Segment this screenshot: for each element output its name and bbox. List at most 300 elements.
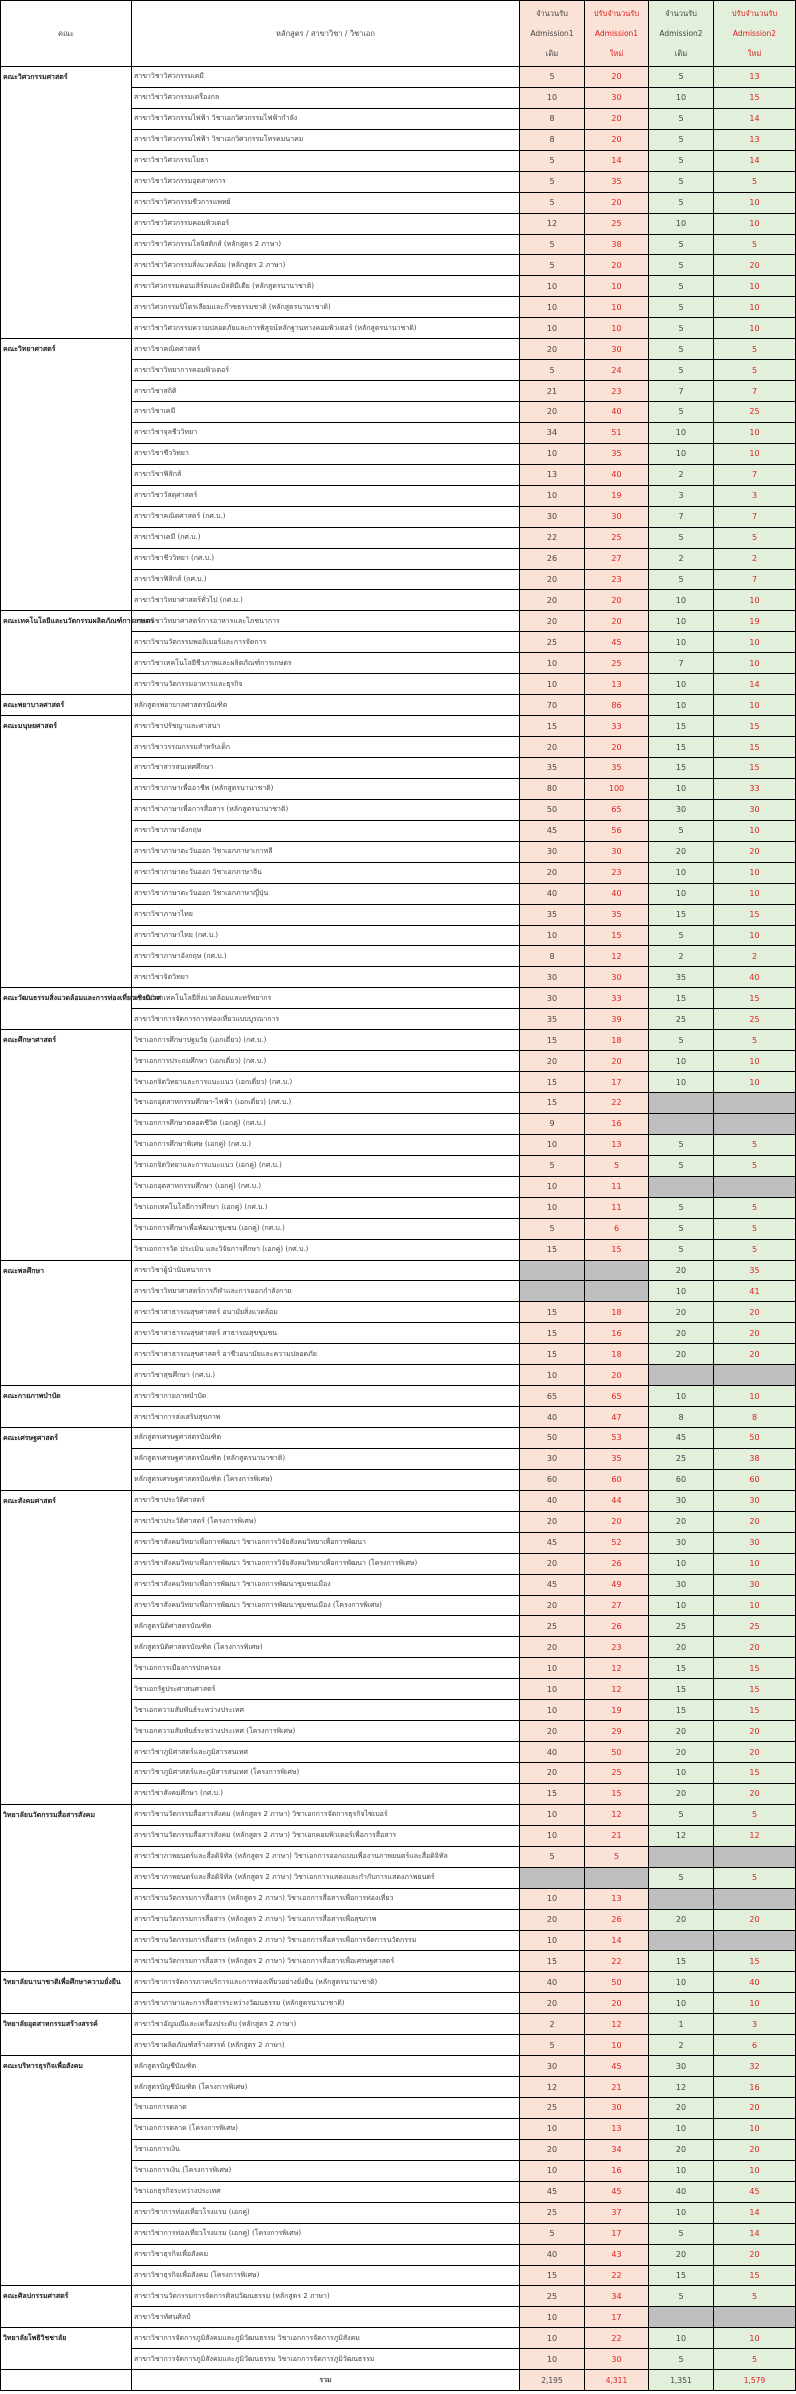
admission1-new-cell: 15 bbox=[585, 1239, 649, 1260]
program-name: สาขาวิชาสาธารณสุขศาสตร์ อนามัยสิ่งแวดล้อม bbox=[132, 1302, 520, 1323]
table-row bbox=[1, 1490, 796, 1511]
header-line: Admission2 bbox=[732, 28, 777, 38]
admission2-old-cell: 10 bbox=[649, 2118, 714, 2139]
admission2-old-cell: 2 bbox=[649, 464, 714, 485]
admission1-old-cell: 45 bbox=[520, 2181, 585, 2202]
admission2-old-cell: 20 bbox=[649, 841, 714, 862]
admission1-new-cell: 20 bbox=[585, 67, 649, 88]
admission1-old-cell: 5 bbox=[520, 2035, 585, 2056]
admission1-new-cell: 33 bbox=[585, 716, 649, 737]
faculty-name: คณะสังคมศาสตร์ bbox=[1, 1490, 132, 1804]
admission1-old-cell: 10 bbox=[520, 2349, 585, 2370]
program-name: สาขาวิชาวิศวกรรมชีวการแพทย์ bbox=[132, 192, 520, 213]
admission2-old-not-offered-cell bbox=[649, 1113, 714, 1134]
admission2-new-cell: 10 bbox=[714, 2118, 796, 2139]
admission2-new-cell: 5 bbox=[714, 1239, 796, 1260]
program-name: สาขาวิชาทัศนศิลป์ bbox=[132, 2307, 520, 2328]
admission1-old-not-offered-cell bbox=[520, 1281, 585, 1302]
admission2-new-cell: 15 bbox=[714, 988, 796, 1009]
admission2-old-cell: 20 bbox=[649, 1323, 714, 1344]
admission1-new-cell: 44 bbox=[585, 1490, 649, 1511]
admission2-new-cell: 30 bbox=[714, 1490, 796, 1511]
admission1-new-cell: 17 bbox=[585, 2307, 649, 2328]
admission1-old-cell: 40 bbox=[520, 1972, 585, 1993]
admission1-old-cell: 30 bbox=[520, 506, 585, 527]
admission2-old-cell: 2 bbox=[649, 2035, 714, 2056]
admission1-new-cell: 13 bbox=[585, 2118, 649, 2139]
total-admission1-new: 4,311 bbox=[585, 2370, 649, 2391]
admission2-old-cell: 20 bbox=[649, 2098, 714, 2119]
admission2-old-cell: 12 bbox=[649, 1825, 714, 1846]
faculty-name: คณะพยาบาลศาสตร์ bbox=[1, 695, 132, 716]
admission1-old-cell: 20 bbox=[520, 569, 585, 590]
table-body bbox=[1, 67, 796, 2370]
program-name: สาขาวิชาอัญมณีและเครื่องประดับ (หลักสูตร 2 ภาษา) bbox=[132, 2014, 520, 2035]
admission2-new-cell: 5 bbox=[714, 2349, 796, 2370]
faculty-name: คณะศึกษาศาสตร์ bbox=[1, 1030, 132, 1260]
program-name: สาขาวิชาจิตวิทยา bbox=[132, 967, 520, 988]
faculty-name: คณะเศรษฐศาสตร์ bbox=[1, 1428, 132, 1491]
table-row bbox=[1, 695, 796, 716]
admission1-old-cell: 20 bbox=[520, 1763, 585, 1784]
program-name: สาขาวิชาวิทยาศาสตร์ทั่วไป (กศ.บ.) bbox=[132, 590, 520, 611]
admission1-new-cell: 23 bbox=[585, 569, 649, 590]
admission1-old-cell: 10 bbox=[520, 276, 585, 297]
admission1-new-cell: 53 bbox=[585, 1428, 649, 1449]
admission1-new-cell: 30 bbox=[585, 506, 649, 527]
admission1-old-cell: 25 bbox=[520, 1616, 585, 1637]
admission1-old-cell: 10 bbox=[520, 674, 585, 695]
admission1-old-cell: 15 bbox=[520, 1030, 585, 1051]
admission2-old-cell: 5 bbox=[649, 1030, 714, 1051]
admission1-new-cell: 34 bbox=[585, 2286, 649, 2307]
admission1-old-cell: 40 bbox=[520, 1407, 585, 1428]
header-line: Admission1 bbox=[594, 28, 639, 38]
program-name: สาขาวิชาการส่งเสริมสุขภาพ bbox=[132, 1407, 520, 1428]
admission1-new-cell: 12 bbox=[585, 1804, 649, 1825]
admission1-new-cell: 45 bbox=[585, 2181, 649, 2202]
table-row bbox=[1, 1260, 796, 1281]
admission2-new-cell: 25 bbox=[714, 402, 796, 423]
admission1-old-cell: 20 bbox=[520, 402, 585, 423]
admission2-old-cell: 10 bbox=[649, 1051, 714, 1072]
admission2-new-cell: 20 bbox=[714, 1742, 796, 1763]
admission2-new-cell: 14 bbox=[714, 674, 796, 695]
admission2-new-cell: 20 bbox=[714, 1637, 796, 1658]
admission2-new-cell: 10 bbox=[714, 883, 796, 904]
admission1-old-cell: 20 bbox=[520, 611, 585, 632]
admission2-old-cell: 20 bbox=[649, 1302, 714, 1323]
program-name: สาขาวิชาฟิสิกส์ bbox=[132, 464, 520, 485]
program-name: สาขาวิชานวัตกรรมอาหารและธุรกิจ bbox=[132, 674, 520, 695]
admission2-old-cell: 5 bbox=[649, 1218, 714, 1239]
admission2-new-cell: 5 bbox=[714, 1155, 796, 1176]
admission2-old-cell: 10 bbox=[649, 1072, 714, 1093]
admission1-old-not-offered-cell bbox=[520, 1867, 585, 1888]
program-name: วิชาเอกอุตสาหกรรมศึกษา-ไฟฟ้า (เอกเดี่ยว) (กศ.บ.) bbox=[132, 1093, 520, 1114]
admission1-new-cell: 23 bbox=[585, 1637, 649, 1658]
admission2-old-cell: 20 bbox=[649, 1721, 714, 1742]
table-row bbox=[1, 1972, 796, 1993]
admission2-new-not-offered-cell bbox=[714, 1176, 796, 1197]
admission1-new-cell: 20 bbox=[585, 611, 649, 632]
admission1-old-cell: 45 bbox=[520, 820, 585, 841]
admission2-new-cell: 5 bbox=[714, 1134, 796, 1155]
program-name: สาขาวิชาภาษาไทย bbox=[132, 904, 520, 925]
admission1-new-cell: 20 bbox=[585, 129, 649, 150]
admission2-new-cell: 10 bbox=[714, 695, 796, 716]
admission2-new-cell: 60 bbox=[714, 1469, 796, 1490]
admission1-old-cell: 10 bbox=[520, 2328, 585, 2349]
admission2-old-cell: 2 bbox=[649, 548, 714, 569]
faculty-name: คณะวัฒนธรรมสิ่งแวดล้อมและการท่องเที่ยวเชิงนิเวศ bbox=[1, 988, 132, 1030]
admission2-new-cell: 10 bbox=[714, 1553, 796, 1574]
admission1-new-cell: 21 bbox=[585, 1825, 649, 1846]
faculty-name: คณะกายภาพบำบัด bbox=[1, 1386, 132, 1428]
admission1-old-cell: 20 bbox=[520, 737, 585, 758]
admission1-old-cell: 40 bbox=[520, 1742, 585, 1763]
admission2-old-cell: 25 bbox=[649, 1616, 714, 1637]
admission2-old-cell: 20 bbox=[649, 1511, 714, 1532]
admission2-new-not-offered-cell bbox=[714, 2307, 796, 2328]
admission2-new-cell: 25 bbox=[714, 1616, 796, 1637]
admission2-old-cell: 30 bbox=[649, 2056, 714, 2077]
admission1-new-cell: 25 bbox=[585, 213, 649, 234]
admission1-old-cell: 10 bbox=[520, 1365, 585, 1386]
admission2-old-cell: 10 bbox=[649, 1281, 714, 1302]
program-name: หลักสูตรนิติศาสตรบัณฑิต bbox=[132, 1616, 520, 1637]
admission1-new-cell: 23 bbox=[585, 862, 649, 883]
admission2-new-cell: 14 bbox=[714, 108, 796, 129]
admission1-new-cell: 12 bbox=[585, 2014, 649, 2035]
program-name: สาขาวิชาวัสดุศาสตร์ bbox=[132, 485, 520, 506]
program-name: สาขาวิชาวิศวกรรมอุตสาหการ bbox=[132, 171, 520, 192]
admission1-old-cell: 20 bbox=[520, 1595, 585, 1616]
admission2-old-cell: 60 bbox=[649, 1469, 714, 1490]
admission1-new-cell: 25 bbox=[585, 527, 649, 548]
admission2-new-cell: 13 bbox=[714, 129, 796, 150]
admission1-new-cell: 16 bbox=[585, 1113, 649, 1134]
admission2-new-cell: 7 bbox=[714, 381, 796, 402]
admission1-new-cell: 13 bbox=[585, 1888, 649, 1909]
admission1-old-cell: 15 bbox=[520, 1072, 585, 1093]
admission2-old-cell: 10 bbox=[649, 443, 714, 464]
admission1-old-cell: 20 bbox=[520, 590, 585, 611]
program-name: สาขาวิชาสังคมวิทยาเพื่อการพัฒนา วิชาเอกการพัฒนาชุมชนเมือง (โครงการพิเศษ) bbox=[132, 1595, 520, 1616]
admission1-old-cell: 20 bbox=[520, 1721, 585, 1742]
admission2-new-cell: 30 bbox=[714, 1574, 796, 1595]
admission1-old-cell: 20 bbox=[520, 339, 585, 360]
admission2-new-not-offered-cell bbox=[714, 1365, 796, 1386]
admission1-new-cell: 35 bbox=[585, 904, 649, 925]
admission1-new-cell: 14 bbox=[585, 150, 649, 171]
program-name: สาขาวิชาสุขศึกษา (กศ.บ.) bbox=[132, 1365, 520, 1386]
table-row bbox=[1, 988, 796, 1009]
program-name: วิชาเอกการประถมศึกษา (เอกเดี่ยว) (กศ.บ.) bbox=[132, 1051, 520, 1072]
admission2-old-cell: 5 bbox=[649, 2286, 714, 2307]
admission1-new-cell: 20 bbox=[585, 590, 649, 611]
admission1-old-cell: 20 bbox=[520, 1511, 585, 1532]
program-name: สาขาวิชาวิศวกรรมโลจิสติกส์ (หลักสูตร 2 ภาษา) bbox=[132, 234, 520, 255]
admission2-new-cell: 15 bbox=[714, 1679, 796, 1700]
admission2-new-cell: 7 bbox=[714, 569, 796, 590]
admission2-old-cell: 20 bbox=[649, 1909, 714, 1930]
admission2-new-cell: 10 bbox=[714, 2160, 796, 2181]
admission1-new-cell: 27 bbox=[585, 1595, 649, 1616]
program-name: สาขาวิชาวิศวกรรมโยธา bbox=[132, 150, 520, 171]
faculty-name: วิทยาลัยอุตสาหกรรมสร้างสรรค์ bbox=[1, 2014, 132, 2056]
admission2-new-cell: 10 bbox=[714, 1595, 796, 1616]
faculty-name: คณะบริหารธุรกิจเพื่อสังคม bbox=[1, 2056, 132, 2286]
admission2-new-cell: 32 bbox=[714, 2056, 796, 2077]
admission2-new-not-offered-cell bbox=[714, 1093, 796, 1114]
admission2-new-cell: 20 bbox=[714, 1783, 796, 1804]
admission1-old-cell: 5 bbox=[520, 171, 585, 192]
admission1-old-cell: 10 bbox=[520, 1930, 585, 1951]
admission1-new-cell: 20 bbox=[585, 737, 649, 758]
admission2-new-cell: 15 bbox=[714, 1700, 796, 1721]
program-name: หลักสูตรเศรษฐศาสตรบัณฑิต bbox=[132, 1428, 520, 1449]
table-row bbox=[1, 716, 796, 737]
program-name: วิชาเอกความสัมพันธ์ระหว่างประเทศ bbox=[132, 1700, 520, 1721]
program-name: หลักสูตรบัญชีบัณฑิต bbox=[132, 2056, 520, 2077]
admission2-old-cell: 5 bbox=[649, 527, 714, 548]
admission1-new-cell: 65 bbox=[585, 1386, 649, 1407]
admission2-new-cell: 50 bbox=[714, 1428, 796, 1449]
program-name: วิชาเอกธุรกิจระหว่างประเทศ bbox=[132, 2181, 520, 2202]
admission2-new-cell: 10 bbox=[714, 590, 796, 611]
program-name: วิชาเอกการศึกษาตลอดชีวิต (เอกคู่) (กศ.บ.) bbox=[132, 1113, 520, 1134]
admission2-new-cell: 20 bbox=[714, 2139, 796, 2160]
admission1-new-cell: 16 bbox=[585, 1323, 649, 1344]
admission2-old-cell: 15 bbox=[649, 758, 714, 779]
admission2-new-cell: 5 bbox=[714, 1218, 796, 1239]
admission2-old-not-offered-cell bbox=[649, 1846, 714, 1867]
admission2-old-cell: 8 bbox=[649, 1407, 714, 1428]
program-name: สาขาวิชาภาพยนตร์และสื่อดิจิทัล (หลักสูตร 2 ภาษา) วิชาเอกการออกแบบเพื่องานภาพยนตร์และสื่อดิจิทัล bbox=[132, 1846, 520, 1867]
admission2-old-cell: 20 bbox=[649, 2139, 714, 2160]
admission1-old-cell: 10 bbox=[520, 2160, 585, 2181]
admission1-new-cell: 16 bbox=[585, 2160, 649, 2181]
admission2-old-cell: 5 bbox=[649, 402, 714, 423]
admission1-old-cell: 10 bbox=[520, 443, 585, 464]
admission1-old-cell: 9 bbox=[520, 1113, 585, 1134]
admission1-new-cell: 19 bbox=[585, 1700, 649, 1721]
program-name: สาขาวิชาชีววิทยา (กศ.บ.) bbox=[132, 548, 520, 569]
admission1-old-cell: 15 bbox=[520, 1302, 585, 1323]
program-name: สาขาวิชาปรัชญาและศาสนา bbox=[132, 716, 520, 737]
admission2-old-cell: 35 bbox=[649, 967, 714, 988]
admission1-new-cell: 22 bbox=[585, 2328, 649, 2349]
program-name: สาขาวิชาภาษาอังกฤษ (กศ.บ.) bbox=[132, 946, 520, 967]
admission1-old-cell: 50 bbox=[520, 799, 585, 820]
admission1-old-cell: 15 bbox=[520, 2265, 585, 2286]
faculty-name: คณะเทคโนโลยีและนวัตกรรมผลิตภัณฑ์การเกษตร bbox=[1, 611, 132, 695]
admission1-old-cell: 34 bbox=[520, 422, 585, 443]
program-name: สาขาวิชาธุรกิจเพื่อสังคม (โครงการพิเศษ) bbox=[132, 2265, 520, 2286]
admission2-new-cell: 40 bbox=[714, 1972, 796, 1993]
admission2-old-cell: 5 bbox=[649, 1867, 714, 1888]
admission1-old-cell: 12 bbox=[520, 213, 585, 234]
program-name: สาขาวิชาภาษาเพื่ออาชีพ (หลักสูตรนานาชาติ) bbox=[132, 778, 520, 799]
admission2-new-cell: 15 bbox=[714, 1658, 796, 1679]
admission2-old-cell: 5 bbox=[649, 297, 714, 318]
admission1-new-cell: 30 bbox=[585, 339, 649, 360]
program-name: สาขาวิชาภาษาและการสื่อสารระหว่างวัฒนธรรม (หลักสูตรนานาชาติ) bbox=[132, 1993, 520, 2014]
admission1-old-cell: 5 bbox=[520, 67, 585, 88]
admission2-old-cell: 20 bbox=[649, 1742, 714, 1763]
admission1-old-cell: 12 bbox=[520, 2077, 585, 2098]
admission2-old-cell: 5 bbox=[649, 569, 714, 590]
admission1-old-cell: 2 bbox=[520, 2014, 585, 2035]
admission2-new-cell: 5 bbox=[714, 339, 796, 360]
program-name: สาขาวิชาภาพยนตร์และสื่อดิจิทัล (หลักสูตร 2 ภาษา) วิชาเอกการแสดงและกำกับการแสดงภาพยนตร์ bbox=[132, 1867, 520, 1888]
admission2-old-cell: 10 bbox=[649, 862, 714, 883]
admission2-new-cell: 10 bbox=[714, 1993, 796, 2014]
admission2-new-cell: 5 bbox=[714, 2286, 796, 2307]
admission1-new-cell: 12 bbox=[585, 1679, 649, 1700]
admission1-old-cell: 5 bbox=[520, 255, 585, 276]
program-name: สาขาวิชาผลิตภัณฑ์สร้างสรรค์ (หลักสูตร 2 ภาษา) bbox=[132, 2035, 520, 2056]
admission2-old-cell: 7 bbox=[649, 381, 714, 402]
admission2-new-cell: 15 bbox=[714, 716, 796, 737]
program-name: สาขาวิชาเทคโนโลยีสิ่งแวดล้อมและทรัพยากร bbox=[132, 988, 520, 1009]
admission2-old-cell: 5 bbox=[649, 925, 714, 946]
admission1-new-cell: 35 bbox=[585, 1448, 649, 1469]
admission1-new-cell: 86 bbox=[585, 695, 649, 716]
program-name: สาขาวิศวกรรมคอนเสิร์ตและมัลติมีเดีย (หลักสูตรนานาชาติ) bbox=[132, 276, 520, 297]
program-name: สาขาวิชาสถิติ bbox=[132, 381, 520, 402]
admission2-new-cell: 5 bbox=[714, 1804, 796, 1825]
admission1-old-cell: 10 bbox=[520, 318, 585, 339]
table-row bbox=[1, 67, 796, 88]
admission2-new-cell: 10 bbox=[714, 1072, 796, 1093]
admission1-old-cell: 15 bbox=[520, 1951, 585, 1972]
admission2-new-cell: 10 bbox=[714, 422, 796, 443]
admission2-old-cell: 30 bbox=[649, 1532, 714, 1553]
admission2-new-cell: 15 bbox=[714, 737, 796, 758]
admission1-new-cell: 65 bbox=[585, 799, 649, 820]
admission2-old-cell: 10 bbox=[649, 883, 714, 904]
admission1-new-cell: 25 bbox=[585, 1763, 649, 1784]
admission1-old-cell: 30 bbox=[520, 967, 585, 988]
admission2-old-cell: 10 bbox=[649, 1386, 714, 1407]
program-name: สาขาวิชาภูมิศาสตร์และภูมิสารสนเทศ bbox=[132, 1742, 520, 1763]
program-name: หลักสูตรเศรษฐศาสตรบัณฑิต (โครงการพิเศษ) bbox=[132, 1469, 520, 1490]
total-label: รวม bbox=[132, 2370, 520, 2391]
admission1-new-cell: 34 bbox=[585, 2139, 649, 2160]
admission1-old-cell: 60 bbox=[520, 1469, 585, 1490]
program-name: สาขาวิชาวิศวกรรมคอมพิวเตอร์ bbox=[132, 213, 520, 234]
program-name: สาขาวิชาชีววิทยา bbox=[132, 443, 520, 464]
admission2-new-cell: 30 bbox=[714, 1532, 796, 1553]
program-name: สาขาวิชาการท่องเที่ยวโรงแรม (เอกคู่) (โครงการพิเศษ) bbox=[132, 2223, 520, 2244]
admission2-old-cell: 10 bbox=[649, 611, 714, 632]
admission2-old-cell: 10 bbox=[649, 1972, 714, 1993]
admission1-old-cell: 30 bbox=[520, 988, 585, 1009]
admission2-new-cell: 25 bbox=[714, 1009, 796, 1030]
header-row bbox=[1, 1, 796, 67]
admission2-old-cell: 5 bbox=[649, 171, 714, 192]
program-name: สาขาวิชาจุลชีววิทยา bbox=[132, 422, 520, 443]
admission1-new-cell: 56 bbox=[585, 820, 649, 841]
program-name: สาขาวิชาวิศวกรรมความปลอดภัยและการพิสูจน์หลักฐานทางคอมพิวเตอร์ (หลักสูตรนานาชาติ) bbox=[132, 318, 520, 339]
admission2-new-not-offered-cell bbox=[714, 1113, 796, 1134]
admission2-old-cell: 20 bbox=[649, 1783, 714, 1804]
admission1-new-cell: 100 bbox=[585, 778, 649, 799]
admission1-new-not-offered-cell bbox=[585, 1260, 649, 1281]
admission1-old-cell: 10 bbox=[520, 1197, 585, 1218]
admission1-new-cell: 45 bbox=[585, 2056, 649, 2077]
admission2-old-cell: 5 bbox=[649, 1197, 714, 1218]
admission1-new-cell: 27 bbox=[585, 548, 649, 569]
admission2-old-not-offered-cell bbox=[649, 1888, 714, 1909]
admission1-old-cell: 25 bbox=[520, 2098, 585, 2119]
admission2-old-cell: 5 bbox=[649, 67, 714, 88]
admission2-old-cell: 10 bbox=[649, 1993, 714, 2014]
admission2-new-cell: 38 bbox=[714, 1448, 796, 1469]
table-row bbox=[1, 2056, 796, 2077]
program-name: สาขาวิชานวัตกรรมการสื่อสาร (หลักสูตร 2 ภาษา) วิชาเอกการสื่อสารเพื่อเศรษฐศาสตร์ bbox=[132, 1951, 520, 1972]
admission2-new-cell: 3 bbox=[714, 2014, 796, 2035]
admission2-new-cell: 45 bbox=[714, 2181, 796, 2202]
admission2-old-cell: 15 bbox=[649, 1679, 714, 1700]
admission2-old-cell: 5 bbox=[649, 234, 714, 255]
admission2-old-cell: 20 bbox=[649, 1637, 714, 1658]
admission1-new-cell: 49 bbox=[585, 1574, 649, 1595]
admission1-new-cell: 26 bbox=[585, 1616, 649, 1637]
admission1-new-cell: 26 bbox=[585, 1909, 649, 1930]
header-line: จำนวนรับ bbox=[665, 8, 697, 18]
admission1-old-cell: 20 bbox=[520, 1637, 585, 1658]
admission1-new-cell: 10 bbox=[585, 318, 649, 339]
admission1-old-cell: 15 bbox=[520, 1344, 585, 1365]
admission1-new-cell: 51 bbox=[585, 422, 649, 443]
admission1-new-cell: 47 bbox=[585, 1407, 649, 1428]
admission1-new-cell: 40 bbox=[585, 402, 649, 423]
admission1-new-cell: 20 bbox=[585, 108, 649, 129]
admission2-new-cell: 20 bbox=[714, 841, 796, 862]
admission1-old-cell: 20 bbox=[520, 862, 585, 883]
program-name: สาขาวิชานวัตกรรมการสื่อสาร (หลักสูตร 2 ภาษา) วิชาเอกการสื่อสารเพื่อการจัดการนวัตกรรม bbox=[132, 1930, 520, 1951]
program-name: สาขาวิชาสารสนเทศศึกษา bbox=[132, 758, 520, 779]
admission1-new-cell: 40 bbox=[585, 464, 649, 485]
program-name: หลักสูตรพยาบาลศาสตรบัณฑิต bbox=[132, 695, 520, 716]
admission2-new-cell: 20 bbox=[714, 2098, 796, 2119]
program-name: หลักสูตรเศรษฐศาสตรบัณฑิต (หลักสูตรนานาชาติ) bbox=[132, 1448, 520, 1469]
admission1-new-cell: 22 bbox=[585, 1093, 649, 1114]
program-name: สาขาวิชาสังคมวิทยาเพื่อการพัฒนา วิชาเอกการวิจัยสังคมวิทยาเพื่อการพัฒนา bbox=[132, 1532, 520, 1553]
program-name: สาขาวิชาภาษาไทย (กศ.บ.) bbox=[132, 925, 520, 946]
admission2-new-cell: 15 bbox=[714, 758, 796, 779]
program-name: สาขาวิชาธุรกิจเพื่อสังคม bbox=[132, 2244, 520, 2265]
admission2-new-cell: 5 bbox=[714, 234, 796, 255]
program-name: สาขาวิชาคณิตศาสตร์ (กศ.บ.) bbox=[132, 506, 520, 527]
program-name: วิชาเอกการตลาด (โครงการพิเศษ) bbox=[132, 2118, 520, 2139]
admission2-old-cell: 15 bbox=[649, 1951, 714, 1972]
admission1-new-cell: 14 bbox=[585, 1930, 649, 1951]
admission1-old-cell: 5 bbox=[520, 234, 585, 255]
admission2-new-cell: 10 bbox=[714, 276, 796, 297]
admission2-new-cell: 30 bbox=[714, 799, 796, 820]
admission1-new-cell: 5 bbox=[585, 1155, 649, 1176]
program-name: หลักสูตรนิติศาสตรบัณฑิต (โครงการพิเศษ) bbox=[132, 1637, 520, 1658]
admission1-old-cell: 35 bbox=[520, 904, 585, 925]
admission1-new-cell: 11 bbox=[585, 1176, 649, 1197]
program-name: สาขาวิชาการจัดการภาคบริการและการท่องเที่ยวอย่างยั่งยืน (หลักสูตรนานาชาติ) bbox=[132, 1972, 520, 1993]
admission1-old-cell: 15 bbox=[520, 1093, 585, 1114]
admission2-new-cell: 5 bbox=[714, 360, 796, 381]
